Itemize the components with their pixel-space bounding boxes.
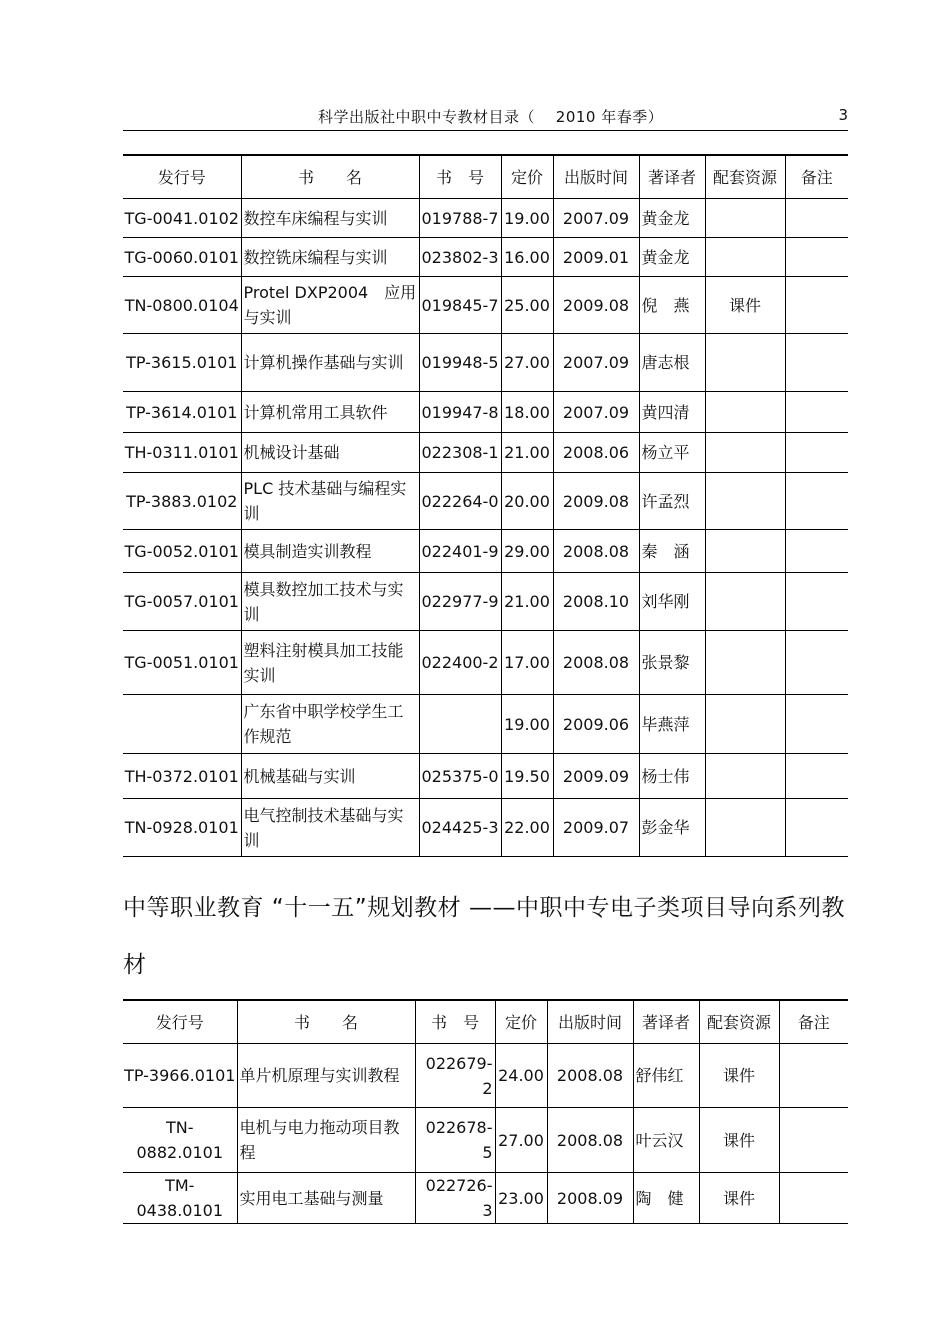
note-cell (779, 1173, 848, 1224)
table-row (123, 1108, 848, 1173)
note-cell (785, 392, 848, 433)
issue-code-cell: TG-0057.0101 (123, 573, 241, 631)
note-cell (785, 238, 848, 277)
pub-date-cell: 2008.10 (553, 573, 639, 631)
col-header: 书 名 (241, 155, 419, 199)
pub-date-cell: 2007.09 (553, 199, 639, 238)
table-row (123, 199, 848, 238)
col-header: 书 名 (237, 1000, 415, 1044)
author-cell: 杨立平 (639, 433, 705, 473)
pub-date-cell: 2008.08 (553, 631, 639, 695)
resource-cell (705, 754, 785, 799)
price-cell: 21.00 (501, 433, 553, 473)
isbn-cell (419, 695, 501, 754)
price-cell: 22.00 (501, 799, 553, 857)
col-header: 出版时间 (547, 1000, 633, 1044)
isbn-cell: 022264-0 (419, 473, 501, 530)
issue-code-cell: TG-0041.0102 (123, 199, 241, 238)
author-cell: 陶 健 (633, 1173, 699, 1224)
book-title-cell: 数控车床编程与实训 (241, 199, 419, 238)
price-cell: 24.00 (495, 1044, 547, 1108)
pub-date-cell: 2009.08 (553, 277, 639, 334)
note-cell (785, 473, 848, 530)
col-header: 书 号 (415, 1000, 495, 1044)
price-cell: 25.00 (501, 277, 553, 334)
isbn-cell: 022679-2 (415, 1044, 495, 1108)
pub-date-cell: 2009.06 (553, 695, 639, 754)
note-cell (785, 199, 848, 238)
table-row (123, 573, 848, 631)
isbn-cell: 022401-9 (419, 530, 501, 573)
author-cell: 毕燕萍 (639, 695, 705, 754)
resource-cell: 课件 (705, 277, 785, 334)
issue-code-cell: TH-0311.0101 (123, 433, 241, 473)
table-row (123, 392, 848, 433)
note-cell (785, 631, 848, 695)
issue-code-cell: TG-0052.0101 (123, 530, 241, 573)
isbn-cell: 022308-1 (419, 433, 501, 473)
issue-code-cell: TG-0051.0101 (123, 631, 241, 695)
resource-cell (705, 573, 785, 631)
issue-code-cell: TP-3966.0101 (123, 1044, 237, 1108)
resource-cell (705, 799, 785, 857)
isbn-cell: 019948-5 (419, 334, 501, 392)
isbn-cell: 022678-5 (415, 1108, 495, 1173)
note-cell (785, 799, 848, 857)
book-title-cell: 机械设计基础 (241, 433, 419, 473)
issue-code-cell: TN-0928.0101 (123, 799, 241, 857)
col-header: 著译者 (633, 1000, 699, 1044)
catalog-table-2 (123, 999, 848, 1224)
table-row (123, 631, 848, 695)
pub-date-cell: 2007.09 (553, 334, 639, 392)
issue-code-cell: TP-3615.0101 (123, 334, 241, 392)
col-header: 定价 (501, 155, 553, 199)
header-title: 科学出版社中职中专教材目录（ 2010 年春季） (318, 108, 664, 126)
author-cell: 黄金龙 (639, 199, 705, 238)
table-row (123, 334, 848, 392)
author-cell: 倪 燕 (639, 277, 705, 334)
pub-date-cell: 2008.08 (547, 1044, 633, 1108)
book-title-cell: 电气控制技术基础与实训 (241, 799, 419, 857)
col-header: 著译者 (639, 155, 705, 199)
note-cell (785, 530, 848, 573)
isbn-cell: 019845-7 (419, 277, 501, 334)
author-cell: 刘华刚 (639, 573, 705, 631)
book-title-cell: 模具数控加工技术与实训 (241, 573, 419, 631)
col-header: 备注 (779, 1000, 848, 1044)
issue-code-cell (123, 695, 241, 754)
pub-date-cell: 2007.09 (553, 392, 639, 433)
price-cell: 27.00 (501, 334, 553, 392)
author-cell: 唐志根 (639, 334, 705, 392)
issue-code-cell: TH-0372.0101 (123, 754, 241, 799)
note-cell (779, 1108, 848, 1173)
price-cell: 19.50 (501, 754, 553, 799)
price-cell: 18.00 (501, 392, 553, 433)
col-header: 发行号 (123, 155, 241, 199)
note-cell (785, 695, 848, 754)
price-cell: 20.00 (501, 473, 553, 530)
book-title-cell: 电机与电力拖动项目教程 (237, 1108, 415, 1173)
col-header: 书 号 (419, 155, 501, 199)
price-cell: 29.00 (501, 530, 553, 573)
table-row (123, 473, 848, 530)
col-header: 发行号 (123, 1000, 237, 1044)
pub-date-cell: 2008.08 (547, 1108, 633, 1173)
resource-cell (705, 695, 785, 754)
author-cell: 舒伟红 (633, 1044, 699, 1108)
table-row (123, 277, 848, 334)
author-cell: 许孟烈 (639, 473, 705, 530)
author-cell: 黄金龙 (639, 238, 705, 277)
price-cell: 19.00 (501, 199, 553, 238)
resource-cell: 课件 (699, 1108, 779, 1173)
pub-date-cell: 2009.07 (553, 799, 639, 857)
author-cell: 杨士伟 (639, 754, 705, 799)
issue-code-cell: TG-0060.0101 (123, 238, 241, 277)
resource-cell: 课件 (699, 1044, 779, 1108)
catalog-table-1 (123, 154, 848, 857)
author-cell: 张景黎 (639, 631, 705, 695)
price-cell: 16.00 (501, 238, 553, 277)
isbn-cell: 022977-9 (419, 573, 501, 631)
col-header: 配套资源 (705, 155, 785, 199)
table-row (123, 799, 848, 857)
author-cell: 叶云汉 (633, 1108, 699, 1173)
book-title-cell: 广东省中职学校学生工作规范 (241, 695, 419, 754)
table-row (123, 695, 848, 754)
pub-date-cell: 2008.09 (547, 1173, 633, 1224)
price-cell: 19.00 (501, 695, 553, 754)
author-cell: 秦 涵 (639, 530, 705, 573)
col-header: 出版时间 (553, 155, 639, 199)
table-row (123, 1044, 848, 1108)
page-number: 3 (838, 106, 848, 124)
isbn-cell: 025375-0 (419, 754, 501, 799)
author-cell: 黄四清 (639, 392, 705, 433)
resource-cell (705, 238, 785, 277)
isbn-cell: 022726-3 (415, 1173, 495, 1224)
note-cell (779, 1044, 848, 1108)
book-title-cell: 单片机原理与实训教程 (237, 1044, 415, 1108)
book-title-cell: 计算机操作基础与实训 (241, 334, 419, 392)
book-title-cell: Protel DXP2004 应用与实训 (241, 277, 419, 334)
book-title-cell: 计算机常用工具软件 (241, 392, 419, 433)
table-row (123, 754, 848, 799)
issue-code-cell: TP-3614.0101 (123, 392, 241, 433)
table-header-row (123, 155, 848, 199)
isbn-cell: 019947-8 (419, 392, 501, 433)
resource-cell (705, 631, 785, 695)
pub-date-cell: 2009.08 (553, 473, 639, 530)
note-cell (785, 334, 848, 392)
isbn-cell: 024425-3 (419, 799, 501, 857)
table-row (123, 1173, 848, 1224)
page-header (123, 98, 848, 131)
pub-date-cell: 2009.01 (553, 238, 639, 277)
author-cell: 彭金华 (639, 799, 705, 857)
book-title-cell: 机械基础与实训 (241, 754, 419, 799)
resource-cell (705, 433, 785, 473)
issue-code-cell: TM-0438.0101 (123, 1173, 237, 1224)
book-title-cell: 数控铣床编程与实训 (241, 238, 419, 277)
isbn-cell: 019788-7 (419, 199, 501, 238)
table-header-row (123, 1000, 848, 1044)
isbn-cell: 023802-3 (419, 238, 501, 277)
isbn-cell: 022400-2 (419, 631, 501, 695)
resource-cell (705, 473, 785, 530)
note-cell (785, 573, 848, 631)
note-cell (785, 277, 848, 334)
pub-date-cell: 2008.08 (553, 530, 639, 573)
resource-cell (705, 199, 785, 238)
resource-cell (705, 392, 785, 433)
price-cell: 23.00 (495, 1173, 547, 1224)
resource-cell (705, 334, 785, 392)
book-title-cell: 塑料注射模具加工技能实训 (241, 631, 419, 695)
col-header: 定价 (495, 1000, 547, 1044)
col-header: 备注 (785, 155, 848, 199)
col-header: 配套资源 (699, 1000, 779, 1044)
resource-cell: 课件 (699, 1173, 779, 1224)
section-title: 中等职业教育 “十一五”规划教材 ——中职中专电子类项目导向系列教材 (123, 895, 845, 978)
table-row (123, 238, 848, 277)
table-row (123, 433, 848, 473)
note-cell (785, 754, 848, 799)
book-title-cell: PLC 技术基础与编程实训 (241, 473, 419, 530)
pub-date-cell: 2009.09 (553, 754, 639, 799)
pub-date-cell: 2008.06 (553, 433, 639, 473)
resource-cell (705, 530, 785, 573)
note-cell (785, 433, 848, 473)
book-title-cell: 实用电工基础与测量 (237, 1173, 415, 1224)
price-cell: 27.00 (495, 1108, 547, 1173)
price-cell: 17.00 (501, 631, 553, 695)
price-cell: 21.00 (501, 573, 553, 631)
issue-code-cell: TN-0882.0101 (123, 1108, 237, 1173)
table-row (123, 530, 848, 573)
issue-code-cell: TP-3883.0102 (123, 473, 241, 530)
issue-code-cell: TN-0800.0104 (123, 277, 241, 334)
book-title-cell: 模具制造实训教程 (241, 530, 419, 573)
